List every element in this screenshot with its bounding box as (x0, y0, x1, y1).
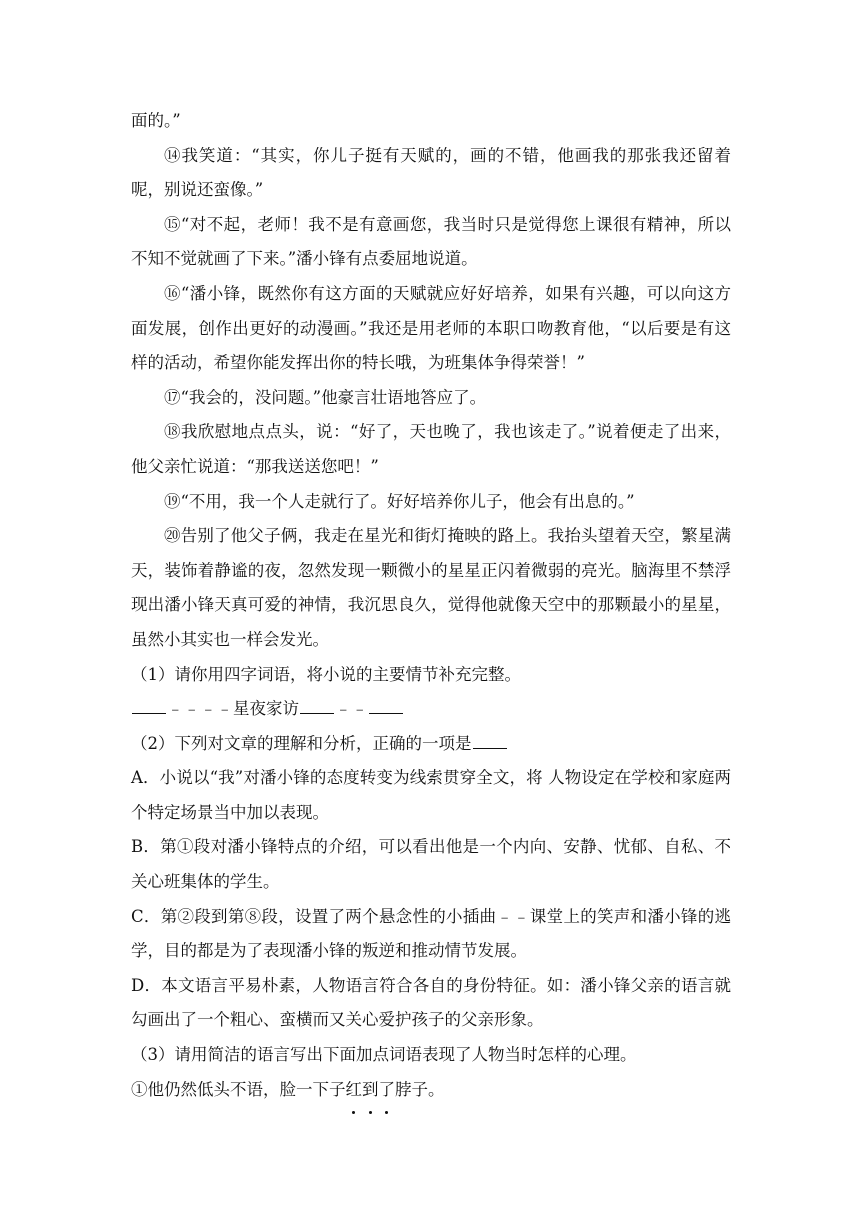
plot-separator: ﹣﹣ (335, 699, 368, 719)
emphasis-dot-char: 到 (362, 1073, 379, 1108)
plot-separator: ﹣﹣﹣﹣ (167, 699, 233, 719)
question-1: （1）请你用四字词语，将小说的主要情节补充完整。 (131, 664, 521, 684)
paragraph-13-tail: 面的。” (131, 111, 181, 130)
emphasis-dot-char: 红 (346, 1073, 363, 1108)
answer-blank[interactable] (300, 712, 334, 714)
paragraph-14: ⑭我笑道：“其实，你儿子挺有天赋的，画的不错，他画我的那张我还留着呢，别说还蛮像。” (131, 145, 731, 200)
answer-blank[interactable] (132, 712, 166, 714)
paragraph-20: ⑳告别了他父子俩，我走在星光和街灯掩映的路上。我抬头望着天空，繁星满天，装饰着静谧的夜，忽然发现一颗微小的星星正闪着微弱的亮光。脑海里不禁浮现出潘小锋天真可爱的神情，我沉思良久，觉得他就像天空中的那颗最小的星星，虽然小其实也一样会发光。 (131, 526, 731, 649)
option-b: B．第①段对潘小锋特点的介绍，可以看出他是一个内向、安静、忧郁、自私、不关心班集体的学生。 (131, 837, 731, 892)
question-3-item-1: ①他仍然低头不语，脸一下子红到了脖子。 (131, 1073, 731, 1108)
answer-blank[interactable] (369, 712, 403, 714)
paragraph-16: ⑯“潘小锋，既然你有这方面的天赋就应好好培养，如果有兴趣，可以向这方面发展，创作出更好的动漫画。”我还是用老师的本职口吻教育他，“以后要是有这样的活动，希望你能发挥出你的特长哦，为班集体争得荣誉！” (131, 283, 731, 373)
document-body (131, 104, 731, 1107)
paragraph-17: ⑰“我会的，没问题。”他豪言壮语地答应了。 (164, 387, 487, 407)
question-2-text: （2）下列对文章的理解和分析，正确的一项是 (131, 733, 472, 753)
answer-blank[interactable] (473, 747, 507, 749)
option-a: A．小说以“我”对潘小锋的态度转变为线索贯穿全文，将 人物设定在学校和家庭两个特定场景当中加以表现。 (131, 768, 731, 822)
plot-given: 星夜家访 (233, 699, 299, 719)
option-d: D．本文语言平易朴素，人物语言符合各自的身份特征。如：潘小锋父亲的语言就勾画出了一个粗心、蛮横而又关心爱护孩子的父亲形象。 (131, 975, 731, 1030)
question-1-plot-blanks (131, 692, 731, 727)
paragraph-18: ⑱我欣慰地点点头，说：“好了，天也晚了，我也该走了。”说着便走了出来，他父亲忙说道：“那我送送您吧！” (131, 422, 731, 476)
question-2 (131, 727, 731, 762)
option-c: C．第②段到第⑧段，设置了两个悬念性的小插曲﹣﹣课堂上的笑声和潘小锋的逃学，目的都是为了表现潘小锋的叛逆和推动情节发展。 (131, 906, 731, 961)
paragraph-15: ⑮“对不起，老师！我不是有意画您，我当时只是觉得您上课很有精神，所以不知不觉就画了下来。”潘小锋有点委屈地说道。 (131, 214, 731, 269)
paragraph-19: ⑲“不用，我一个人走就行了。好好培养你儿子，他会有出息的。” (164, 491, 635, 511)
emphasis-dot-char: 了 (379, 1073, 396, 1108)
question-3: （3）请用简洁的语言写出下面加点词语表现了人物当时怎样的心理。 (131, 1045, 637, 1065)
